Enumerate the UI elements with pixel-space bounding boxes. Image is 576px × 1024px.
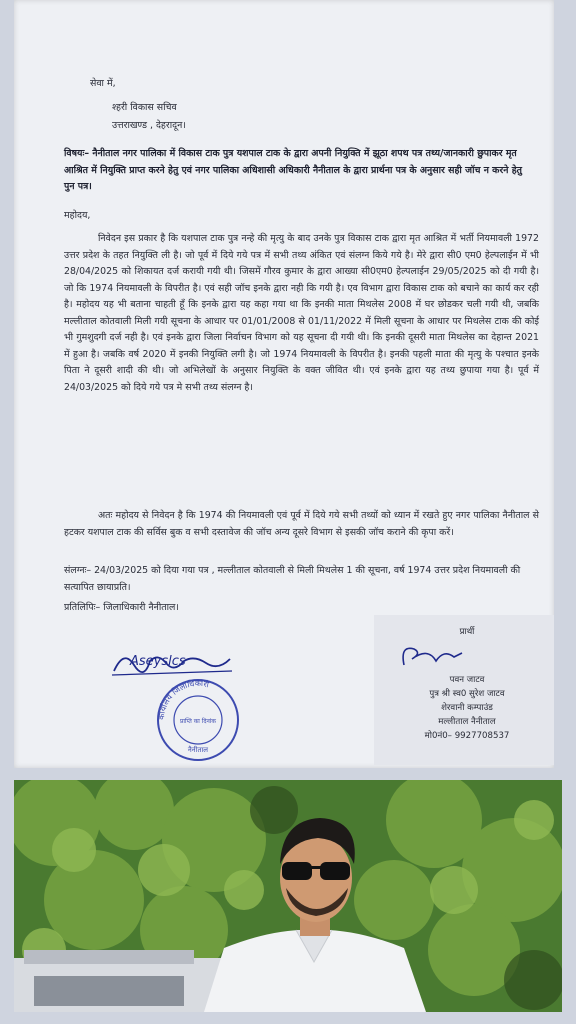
request-paragraph	[64, 508, 539, 541]
signature-locality: शेरवानी कम्पाउंड	[441, 703, 493, 713]
stamp-bottom-text: नैनीताल	[187, 746, 209, 754]
applicant-signature-scribble	[392, 639, 472, 673]
signature-relation: पुत्र श्री स्व0 सुरेश जाटव	[429, 689, 505, 699]
signature-city: मल्लीताल नैनीताल	[438, 717, 496, 727]
left-signature-text: Aseyslcs	[130, 654, 186, 669]
signature-label: प्रार्थी	[459, 627, 475, 637]
address-line-1: श्‍हरी विकास सचिव	[112, 102, 177, 113]
letter-page	[14, 0, 554, 768]
office-stamp	[154, 676, 242, 768]
request-text: अतः महोदय से निवेदन है कि 1974 की नियमावली एवं पूर्व में दिये गये सभी तथ्यों को ध्यान में रखते हुए नगर पालिका नैनीताल से हटकर यशपाल टाक की सर्विस बुक व सभी दस्तावेज की जॉच अन्य दूसरे विभाग से इसकी जॉच कराने की कृपा करें।	[64, 510, 539, 538]
signature-name: पवन जाटव	[449, 675, 485, 685]
signature-block	[374, 615, 554, 765]
salutation: सेवा में,	[90, 78, 116, 89]
subject: विषयः– नैनीताल नगर पालिका में विकास टाक पुत्र यशपाल टाक के द्वारा अपनी नियुक्ति में झूठा शपथ पत्र तथ्य/जानकारी छुपाकर मृत आश्रित में नियुक्ति प्राप्त करने हेतु एवं नगर पालिका अधिशासी अधिकारी नैनीताल के द्वारा प्रार्थना पत्र के अनुसार सही जॉच न करने हेतु पुन पत्र।	[64, 148, 523, 192]
svg-text:कार्यालय जिलाधिकारी	[157, 678, 211, 720]
stamp-inner-text: प्राप्ति का दिनांक	[180, 718, 216, 725]
person-photo	[14, 780, 562, 1012]
copy-to: प्रतिलिपिः– जिलाधिकारी नैनीताल।	[64, 602, 179, 613]
enclosure: संलग्नः– 24/03/2025 को दिया गया पत्र , मल्लीताल कोतवाली से मिली मिथलेस 1 की सूचना, वर्ष 1974 उत्तर प्रदेश नियमावली की सत्यापित छायाप्रति।	[64, 565, 521, 593]
body-paragraph	[64, 231, 539, 396]
greeting: महोदय,	[64, 210, 91, 221]
address-line-2: उत्तराखण्ड , देहरादून।	[112, 120, 186, 131]
stamp-text: कार्यालय जिलाधिकारी	[156, 678, 210, 721]
signature-mobile: मो0नं0– 9927708537	[424, 731, 510, 741]
body-text: निवेदन इस प्रकार है कि यशपाल टाक पुत्र नन्हे की मृत्यु के बाद उनके पुत्र विकास टाक द्वारा मृत आश्रित में भर्ती नियमावली 1972 उत्तर प्रदेश के तहत नियुक्ति ली है। जो पूर्व में दिये गये पत्र में सभी तथ्य अंकित एवं संलग्न किये गये है। मेरे द्वारा सी0 एम0 हेल्पलाईन में भी 28/04/2025 को शिकायत दर्ज करायी गयी थी। जिसमें गौरव कुमार के द्वारा आख्या सी0एम0 हेल्पलाईन 29/05/2025 को दी गयी है। जो कि 1974 नियमावली के विपरीत है। एवं सही जॉच इनके द्वारा नही कि गयी है। एव विभाग द्वारा विकास टाक को बचाने का कार्य कर रही है। महोदय यह भी बताना चाहती हूँ कि इनके द्वारा यह कहा गया था कि इनकी माता मिथलेस 2008 में घर छोडकर चली गयी थी, जबकि मल्लीताल कोतवाली मिली गयी सूचना के आधार पर 01/01/2008 से 01/11/2022 में मिली सूचना के आधार पर मिथलेस टाक की कोई भी गुमशुदगी दर्ज नही है। एवं इनके द्वारा जिला निर्वाचन विभाग को यह सूचना दी गयी थी। कि इनकी दूसरी माता मिथलेस का देहान्त 2021 में हुआ है। जबकि वर्ष 2020 में इनकी नियुक्ति लगी है। जो 1974 नियमावली के विपरीत है। इनकी पहली माता की मृत्यु के पश्चात इनके पिता ने दूसरी शादी की थी। जो अभिलेखों के अनुसार नियुक्ति के वक्त जीवित थी। एवं इनके द्वारा यह तथ्य छुपाया गया है। पूर्व में 24/03/2025 को दिये गये पत्र मे सभी तथ्य संलग्न है।	[64, 233, 539, 393]
